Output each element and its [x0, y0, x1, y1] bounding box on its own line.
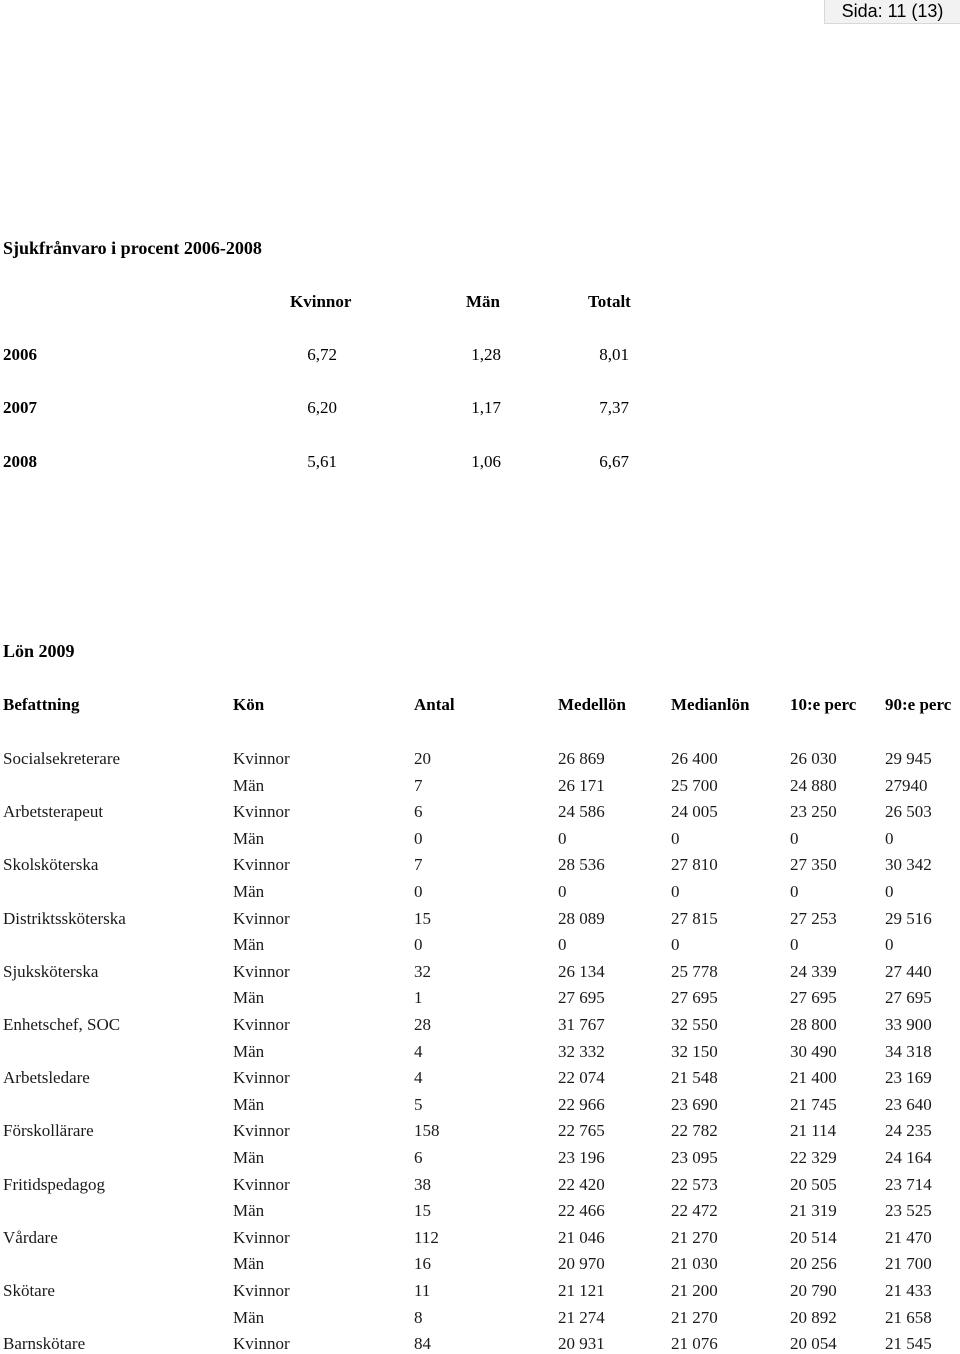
salary-cell-perc10: 24 339: [790, 961, 837, 981]
sick-leave-kvinnor-value: 6,72: [307, 345, 337, 364]
salary-cell-medellon: 31 767: [558, 1015, 605, 1034]
salary-cell-antal: 20: [414, 749, 431, 768]
salary-cell-medianlon: 22 573: [671, 1174, 718, 1194]
salary-cell-antal: 11: [414, 1281, 431, 1300]
salary-cell-medellon: 28 536: [558, 855, 605, 875]
salary-header-antal: Antal: [414, 695, 455, 714]
salary-cell-medianlon: 27 815: [671, 908, 718, 928]
salary-cell-kon: Män: [233, 828, 265, 848]
salary-cell-medellon: 0: [558, 828, 567, 848]
salary-cell-medianlon: 21 548: [671, 1068, 718, 1088]
salary-cell-perc10: 21 114: [790, 1121, 837, 1141]
salary-cell-perc10: 0: [790, 828, 799, 848]
salary-cell-perc90: 21 545: [885, 1334, 932, 1354]
salary-cell-antal: 1: [414, 988, 423, 1008]
salary-cell-kon: Män: [233, 1254, 265, 1274]
salary-cell-perc90: 21 470: [885, 1227, 932, 1247]
salary-cell-perc10: 20 514: [790, 1227, 837, 1247]
salary-cell-medianlon: 27 810: [671, 855, 718, 875]
salary-cell-medellon: 22 966: [558, 1094, 605, 1114]
salary-cell-antal: 0: [414, 935, 423, 955]
salary-cell-antal: 84: [414, 1334, 431, 1354]
salary-cell-kon: Kvinnor: [233, 1121, 290, 1141]
salary-cell-medellon: 22 466: [558, 1201, 605, 1221]
salary-cell-kon: Kvinnor: [233, 1281, 290, 1300]
salary-cell-antal: 7: [414, 855, 423, 875]
salary-cell-perc10: 24 880: [790, 775, 837, 795]
salary-cell-perc10: 22 329: [790, 1148, 837, 1167]
salary-cell-medianlon: 0: [671, 828, 680, 848]
salary-cell-kon: Kvinnor: [233, 908, 290, 928]
salary-cell-perc10: 20 054: [790, 1334, 837, 1354]
salary-cell-kon: Män: [233, 882, 265, 901]
salary-cell-perc10: 26 030: [790, 749, 837, 768]
salary-cell-perc10: 20 892: [790, 1307, 837, 1327]
salary-cell-medellon: 26 869: [558, 749, 605, 768]
salary-cell-medianlon: 21 200: [671, 1281, 718, 1300]
salary-cell-medianlon: 22 472: [671, 1201, 718, 1221]
salary-header-medellon: Medellön: [558, 695, 626, 714]
sick-leave-header-kvinnor: Kvinnor: [290, 292, 352, 311]
salary-cell-medellon: 27 695: [558, 988, 605, 1008]
salary-cell-perc90: 33 900: [885, 1015, 932, 1034]
salary-cell-medianlon: 25 700: [671, 775, 718, 795]
salary-cell-perc10: 21 319: [790, 1201, 837, 1221]
sick-leave-totalt-value: 7,37: [599, 398, 629, 417]
salary-cell-perc10: 20 505: [790, 1174, 837, 1194]
salary-cell-medianlon: 21 270: [671, 1227, 718, 1247]
salary-cell-medianlon: 32 150: [671, 1041, 718, 1061]
sick-leave-man-value: 1,28: [471, 345, 501, 364]
salary-cell-perc90: 0: [885, 882, 894, 901]
sick-leave-year: 2006: [3, 345, 37, 364]
salary-cell-befattning: Förskollärare: [3, 1121, 94, 1141]
salary-cell-medellon: 20 931: [558, 1334, 605, 1354]
salary-cell-perc10: 28 800: [790, 1015, 837, 1034]
salary-cell-medellon: 21 274: [558, 1307, 605, 1327]
salary-cell-kon: Män: [233, 1201, 265, 1221]
salary-cell-perc90: 34 318: [885, 1041, 932, 1061]
salary-cell-medianlon: 0: [671, 935, 680, 955]
sick-leave-kvinnor-value: 5,61: [307, 452, 337, 471]
salary-cell-antal: 15: [414, 1201, 431, 1221]
salary-cell-antal: 38: [414, 1174, 431, 1194]
salary-cell-perc10: 30 490: [790, 1041, 837, 1061]
salary-cell-medellon: 22 420: [558, 1174, 605, 1194]
salary-cell-medellon: 0: [558, 882, 567, 901]
salary-cell-antal: 4: [414, 1041, 423, 1061]
salary-cell-befattning: Fritidspedagog: [3, 1174, 105, 1194]
salary-cell-kon: Kvinnor: [233, 961, 290, 981]
salary-cell-medianlon: 21 030: [671, 1254, 718, 1274]
salary-cell-medianlon: 23 690: [671, 1094, 718, 1114]
salary-cell-antal: 28: [414, 1015, 431, 1034]
salary-cell-medellon: 20 970: [558, 1254, 605, 1274]
salary-cell-medianlon: 21 076: [671, 1334, 718, 1354]
salary-cell-perc10: 21 745: [790, 1094, 837, 1114]
salary-cell-perc90: 23 640: [885, 1094, 932, 1114]
page-indicator: Sida: 11 (13): [824, 0, 960, 24]
salary-cell-antal: 0: [414, 882, 423, 901]
salary-cell-befattning: Vårdare: [3, 1227, 58, 1247]
salary-cell-medellon: 21 121: [558, 1281, 605, 1300]
salary-cell-medianlon: 0: [671, 882, 680, 901]
salary-cell-befattning: Socialsekreterare: [3, 749, 121, 768]
salary-header-befattning: Befattning: [3, 695, 80, 714]
salary-cell-antal: 158: [414, 1121, 440, 1141]
salary-cell-antal: 16: [414, 1254, 431, 1274]
salary-cell-befattning: Skötare: [3, 1281, 55, 1300]
salary-cell-kon: Män: [233, 1041, 265, 1061]
salary-cell-perc10: 0: [790, 882, 799, 901]
salary-header-kon: Kön: [233, 695, 265, 714]
salary-cell-medellon: 24 586: [558, 802, 605, 822]
salary-cell-befattning: Barnskötare: [3, 1334, 86, 1354]
salary-cell-medianlon: 27 695: [671, 988, 718, 1008]
salary-cell-kon: Kvinnor: [233, 749, 290, 768]
sick-leave-kvinnor-value: 6,20: [307, 398, 337, 417]
salary-cell-antal: 15: [414, 908, 431, 928]
salary-cell-befattning: Sjuksköterska: [3, 961, 99, 981]
salary-cell-medianlon: 26 400: [671, 749, 718, 768]
salary-cell-kon: Kvinnor: [233, 1015, 290, 1034]
salary-cell-medianlon: 24 005: [671, 802, 718, 822]
salary-cell-perc90: 23 169: [885, 1068, 932, 1088]
salary-cell-befattning: Enhetschef, SOC: [3, 1015, 121, 1034]
salary-cell-kon: Män: [233, 1094, 265, 1114]
salary-cell-perc10: 20 256: [790, 1254, 837, 1274]
salary-cell-kon: Män: [233, 988, 265, 1008]
salary-cell-perc90: 26 503: [885, 802, 932, 822]
salary-cell-medellon: 26 171: [558, 775, 605, 795]
salary-cell-medianlon: 23 095: [671, 1148, 718, 1167]
salary-cell-kon: Kvinnor: [233, 855, 290, 875]
salary-cell-perc10: 23 250: [790, 802, 837, 822]
salary-cell-perc90: 23 525: [885, 1201, 932, 1221]
salary-cell-perc90: 21 700: [885, 1254, 932, 1274]
salary-cell-perc90: 24 164: [885, 1148, 932, 1167]
salary-cell-kon: Män: [233, 1307, 265, 1327]
salary-cell-antal: 5: [414, 1094, 423, 1114]
salary-cell-antal: 6: [414, 802, 423, 822]
salary-header-medianlon: Medianlön: [671, 695, 750, 714]
salary-cell-perc10: 27 253: [790, 908, 837, 928]
salary-cell-kon: Män: [233, 1148, 265, 1167]
salary-cell-antal: 7: [414, 775, 423, 795]
salary-cell-medellon: 26 134: [558, 961, 605, 981]
salary-cell-medellon: 0: [558, 935, 567, 955]
salary-cell-befattning: Skolsköterska: [3, 855, 99, 875]
salary-cell-medellon: 22 765: [558, 1121, 605, 1141]
salary-cell-medianlon: 25 778: [671, 961, 718, 981]
salary-cell-medellon: 32 332: [558, 1041, 605, 1061]
salary-title: Lön 2009: [3, 641, 75, 661]
salary-cell-kon: Män: [233, 935, 265, 955]
sick-leave-year: 2007: [3, 398, 37, 417]
salary-header-perc10: 10:e perc: [790, 695, 857, 714]
salary-cell-befattning: Arbetsledare: [3, 1068, 90, 1088]
salary-cell-perc10: 27 695: [790, 988, 837, 1008]
sick-leave-header-man: Män: [466, 292, 500, 311]
salary-cell-kon: Kvinnor: [233, 802, 290, 822]
salary-cell-medianlon: 21 270: [671, 1307, 718, 1327]
salary-header-perc90: 90:e perc: [885, 695, 952, 714]
salary-cell-perc10: 20 790: [790, 1281, 837, 1300]
salary-cell-perc90: 27 440: [885, 961, 932, 981]
sick-leave-header-totalt: Totalt: [588, 292, 631, 311]
sick-leave-year: 2008: [3, 452, 37, 471]
salary-cell-perc90: 0: [885, 935, 894, 955]
salary-cell-antal: 0: [414, 828, 423, 848]
salary-cell-perc90: 24 235: [885, 1121, 932, 1141]
sick-leave-man-value: 1,06: [471, 452, 501, 471]
salary-cell-perc90: 21 433: [885, 1281, 932, 1300]
sick-leave-title: Sjukfrånvaro i procent 2006-2008: [3, 238, 262, 258]
salary-cell-perc90: 27940: [885, 775, 928, 795]
salary-cell-antal: 4: [414, 1068, 423, 1088]
sick-leave-totalt-value: 8,01: [599, 345, 629, 364]
salary-cell-antal: 112: [414, 1227, 439, 1247]
salary-cell-perc90: 21 658: [885, 1307, 932, 1327]
salary-cell-antal: 8: [414, 1307, 423, 1327]
salary-cell-medellon: 28 089: [558, 908, 605, 928]
salary-cell-kon: Kvinnor: [233, 1227, 290, 1247]
salary-cell-medellon: 21 046: [558, 1227, 605, 1247]
salary-cell-medianlon: 32 550: [671, 1015, 718, 1034]
salary-cell-perc90: 30 342: [885, 855, 932, 875]
salary-cell-befattning: Arbetsterapeut: [3, 802, 104, 822]
salary-cell-medellon: 23 196: [558, 1148, 605, 1167]
salary-cell-kon: Män: [233, 775, 265, 795]
salary-cell-perc90: 0: [885, 828, 894, 848]
sick-leave-man-value: 1,17: [471, 398, 501, 417]
salary-cell-perc90: 23 714: [885, 1174, 932, 1194]
salary-cell-antal: 32: [414, 961, 431, 981]
salary-cell-kon: Kvinnor: [233, 1334, 290, 1354]
salary-cell-perc10: 0: [790, 935, 799, 955]
salary-cell-perc90: 29 945: [885, 749, 932, 768]
salary-cell-medellon: 22 074: [558, 1068, 605, 1088]
salary-cell-perc10: 21 400: [790, 1068, 837, 1088]
salary-cell-perc90: 27 695: [885, 988, 932, 1008]
salary-cell-perc90: 29 516: [885, 908, 932, 928]
salary-cell-kon: Kvinnor: [233, 1174, 290, 1194]
salary-cell-perc10: 27 350: [790, 855, 837, 875]
salary-cell-antal: 6: [414, 1148, 423, 1167]
salary-cell-befattning: Distriktssköterska: [3, 908, 126, 928]
salary-cell-medianlon: 22 782: [671, 1121, 718, 1141]
sick-leave-totalt-value: 6,67: [599, 452, 629, 471]
salary-cell-kon: Kvinnor: [233, 1068, 290, 1088]
